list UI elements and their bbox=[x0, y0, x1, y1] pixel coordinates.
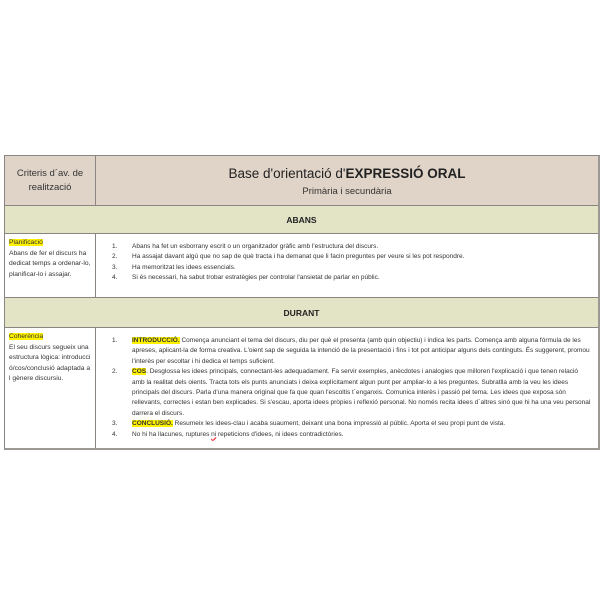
list-item: 3. Ha memoritzat les idees essencials. bbox=[112, 263, 236, 271]
section-row-abans bbox=[5, 234, 598, 298]
page-subtitle: Primària i secundària bbox=[302, 186, 392, 197]
keyword-highlight: CONCLUSIÓ. bbox=[132, 420, 173, 428]
section-row-durant bbox=[5, 328, 598, 448]
list-item: 1. INTRODUCCIÓ. Comença anunciant el tema del discurs, diu per què el presenta (amb quin objectiu) i indica les parts. Comença amb alguna fórmula de les apreses, aplicant-la de forma creativa. L'oient sap de seguida la intenció de la presentació i fins i tot pot anticipar alguns dels continguts. És suggerent, promou l'interès per escoltar i hi dedica el temps suficient. bbox=[112, 337, 590, 365]
indicator-list bbox=[96, 234, 598, 297]
criterion-cell bbox=[5, 234, 96, 297]
list-item: 4. Si és necessari, ha sabut trobar estratègies per controlar l'ansietat de parlar en públic. bbox=[112, 274, 380, 282]
criterion-cell bbox=[5, 328, 96, 448]
criteria-column-header: Criteris d´av. de realització bbox=[5, 156, 96, 205]
criterion-name: Planificació bbox=[9, 239, 43, 246]
indicator-list bbox=[96, 328, 598, 448]
list-item: 1. Abans ha fet un esborrany escrit o un organitzador gràfic amb l'estructura del discurs. bbox=[112, 243, 379, 250]
section-header-durant: DURANT bbox=[5, 298, 598, 328]
list-item: 2. Ha assajat davant algú que no sap de què tracta i ha demanat que li facin preguntes per veure si les pot respondre. bbox=[112, 253, 465, 261]
keyword-highlight: INTRODUCCIÓ. bbox=[132, 337, 180, 344]
criterion-description: El seu discurs segueix una estructura lògica: introducció/cos/conclusió adaptada al gènere discursiu. bbox=[9, 343, 91, 383]
list-item: 3. CONCLUSIÓ. Resumeix les idees-clau i acaba suaument, deixant una bona impressió al públic. Aporta el seu propi punt de vista. bbox=[112, 420, 506, 428]
title-cell bbox=[96, 156, 598, 205]
page-title: Base d'orientació d'EXPRESSIÓ ORAL bbox=[228, 166, 466, 181]
spellcheck-mark: ni bbox=[211, 430, 217, 438]
header-row bbox=[5, 156, 598, 206]
keyword-highlight: COS bbox=[132, 368, 147, 376]
rubric-table bbox=[4, 155, 600, 450]
criterion-description: Abans de fer el discurs ha dedicat temps a ordenar-lo, planificar-lo i assajar. bbox=[9, 249, 91, 278]
title-bold: EXPRESSIÓ ORAL bbox=[345, 166, 466, 181]
list-item: 2. COS. Desglossa les idees principals, connectant-les adequadament. Fa servir exemples, anècdotes i analogies que milloren l'explicació i que tenen relació amb la realitat dels oients. Tracta tots els punts anunciats i deixa explícitament algun punt per ampliar-lo a les preguntes. Subratlla amb la veu les idees principals del discurs. Parla d'una manera original que fa que quan l'escoltis t´enganxis. Comunica interès i passió pel tema. Les idees que exposa són rellevants, correctes i estan ben explicades. Si s'escau, aporta idees pròpies i reflexió personal. No només recita idees d´altres sinó que hi ha una veu personal darrera el discurs. bbox=[112, 368, 591, 417]
criterion-name: Coherència bbox=[9, 333, 44, 340]
list-item: 4. No hi ha llacunes, ruptures ni repeticions d'idees, ni idees contradictòries. bbox=[112, 430, 344, 438]
section-header-abans: ABANS bbox=[5, 206, 598, 234]
